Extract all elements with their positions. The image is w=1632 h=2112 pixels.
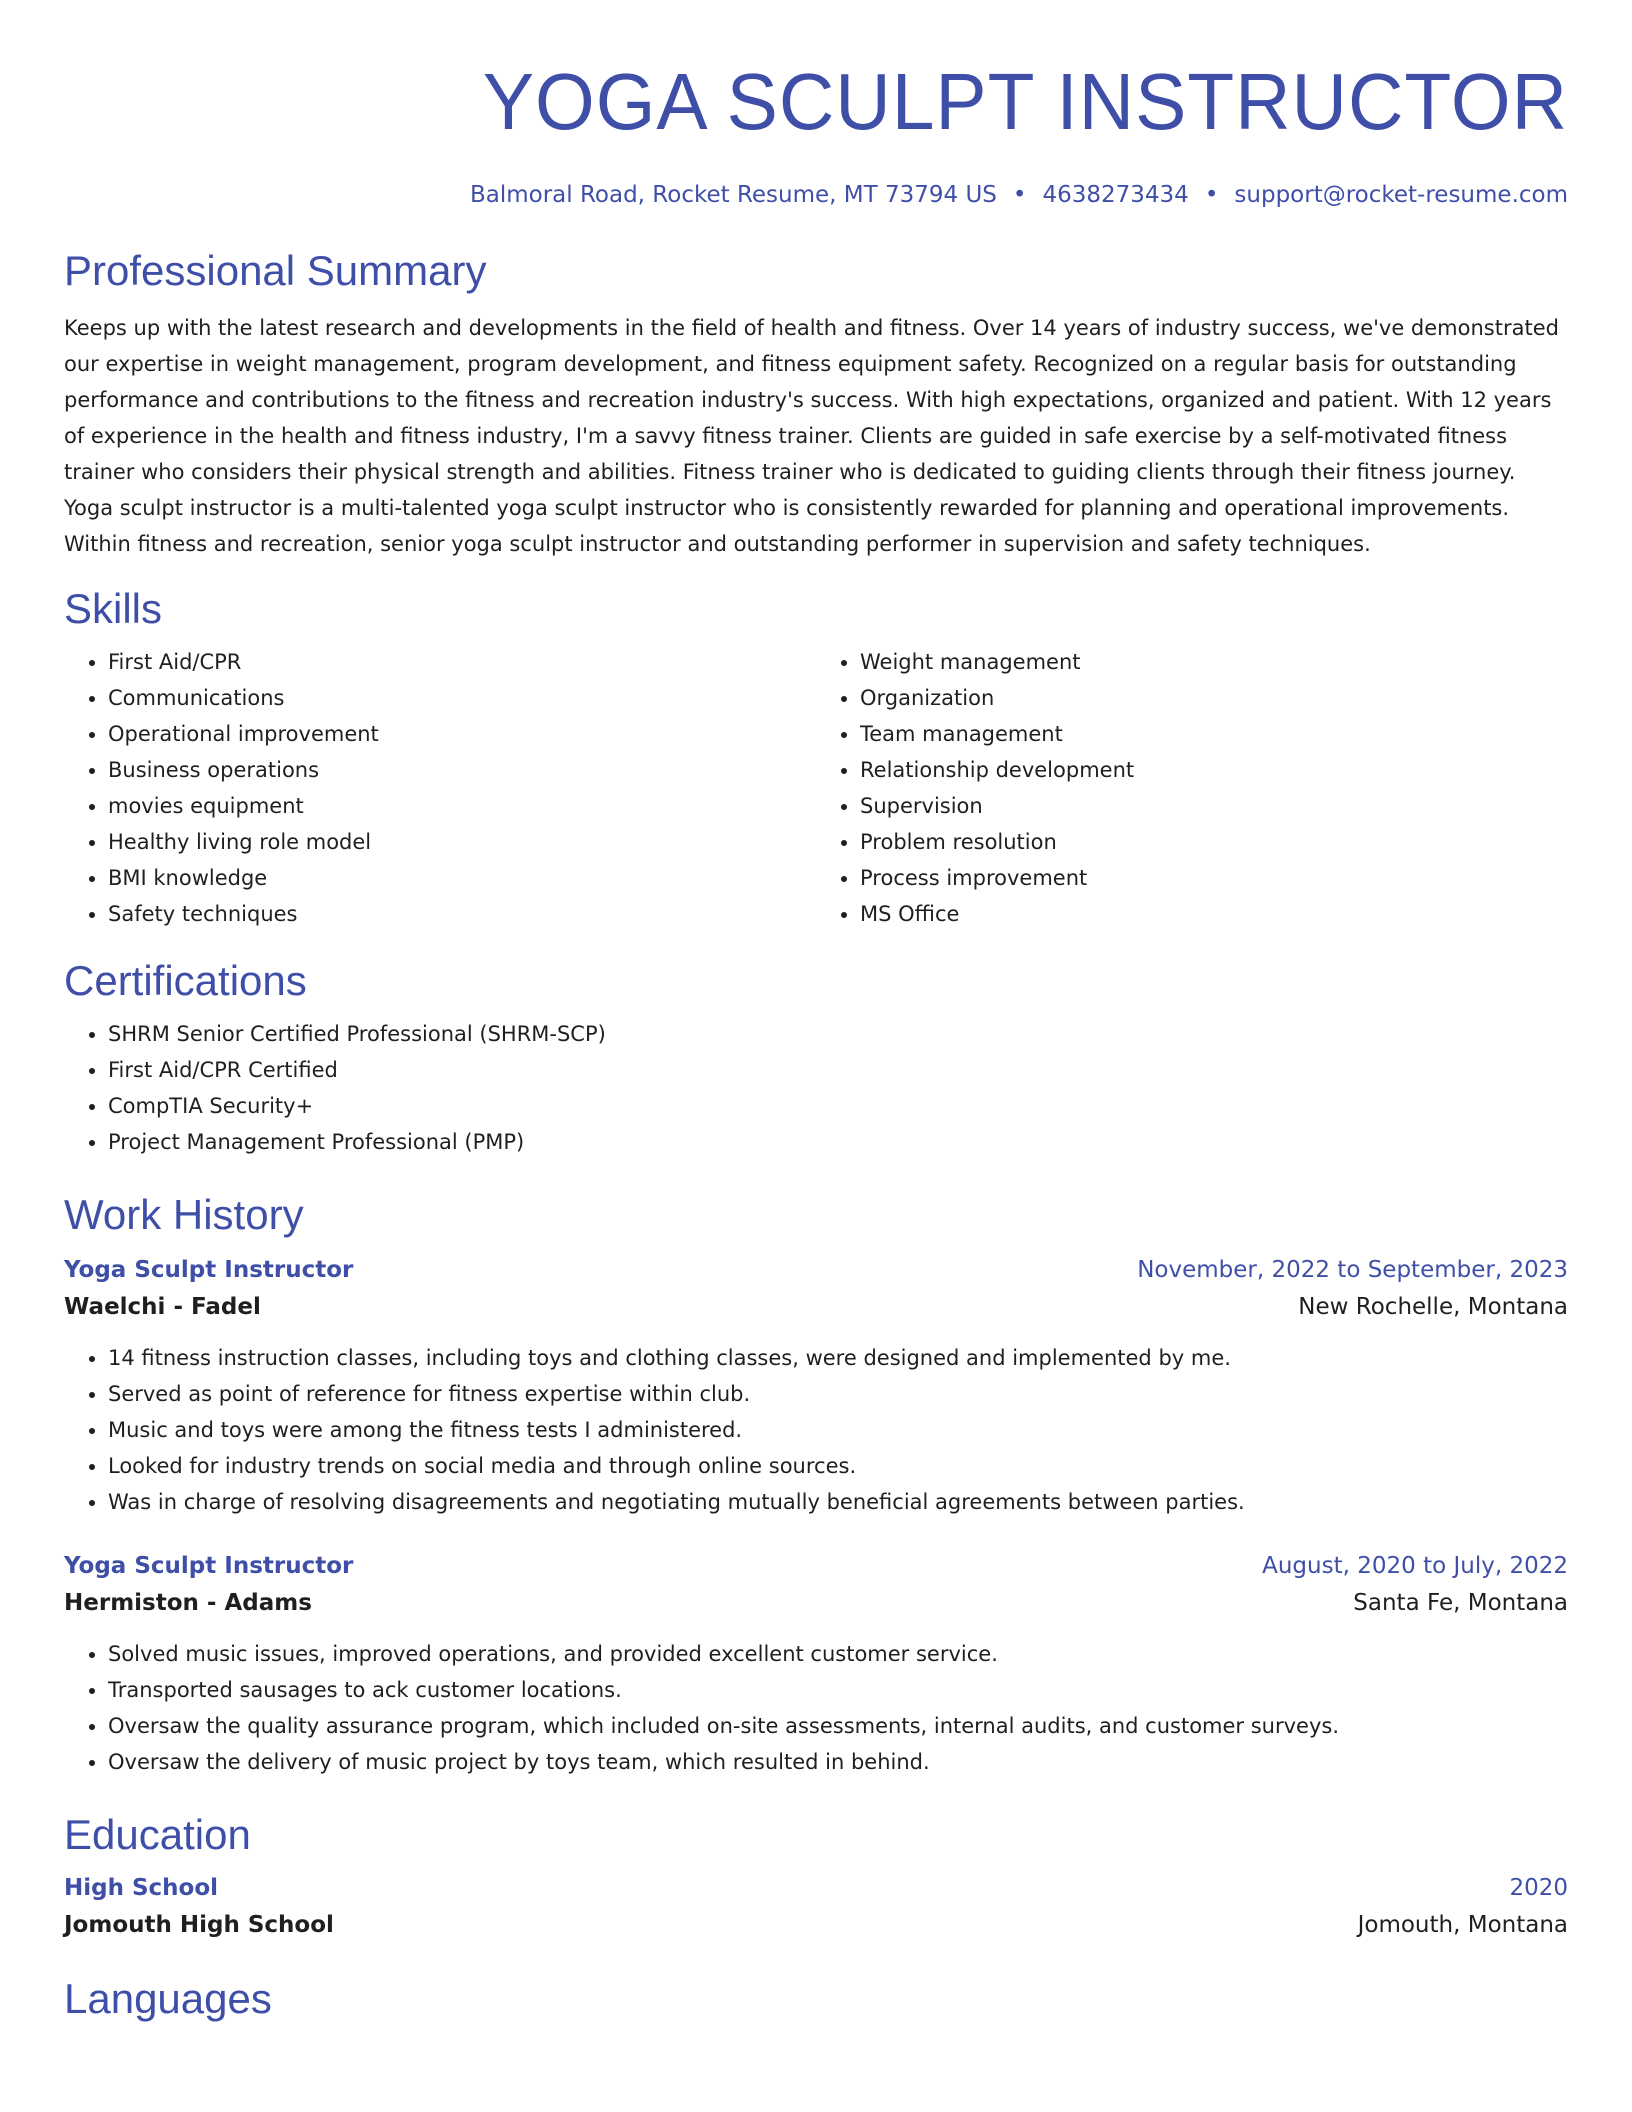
skill-item: • Organization	[860, 680, 1568, 716]
skill-item: • First Aid/CPR	[108, 644, 816, 680]
skill-item: • Weight management	[860, 644, 1568, 680]
skill-item: • Healthy living role model	[108, 824, 816, 860]
certification-item: • First Aid/CPR Certified	[108, 1052, 1568, 1088]
skill-item: • Problem resolution	[860, 824, 1568, 860]
certifications-list	[64, 1016, 1568, 1160]
education-degree: High School	[64, 1875, 219, 1901]
job-company: Waelchi - Fadel	[64, 1294, 261, 1320]
job-title: Yoga Sculpt Instructor	[64, 1257, 354, 1283]
job-bullet: • Oversaw the delivery of music project by toys team, which resulted in behind.	[108, 1744, 1568, 1780]
job-subheader	[64, 1584, 1568, 1622]
job-entry	[64, 1548, 1568, 1780]
skill-item: • MS Office	[860, 896, 1568, 932]
skill-item: • Operational improvement	[108, 716, 816, 752]
skill-item: • Supervision	[860, 788, 1568, 824]
contact-line	[64, 182, 1568, 208]
contact-separator: •	[1012, 182, 1027, 208]
job-bullets	[64, 1636, 1568, 1780]
job-bullet: • Music and toys were among the fitness tests I administered.	[108, 1412, 1568, 1448]
work-history-heading: Work History	[64, 1191, 304, 1238]
job-location: Santa Fe, Montana	[1353, 1590, 1568, 1616]
resume-title: YOGA SCULPT INSTRUCTOR	[482, 57, 1569, 146]
certifications-heading: Certifications	[64, 957, 307, 1004]
skills-list-left	[64, 644, 816, 932]
job-entry	[64, 1252, 1568, 1520]
job-bullet: • Served as point of reference for fitness expertise within club.	[108, 1376, 1568, 1412]
job-dates: August, 2020 to July, 2022	[1262, 1553, 1568, 1579]
skills-list-right	[816, 644, 1568, 932]
skill-item: • BMI knowledge	[108, 860, 816, 896]
certification-item: • Project Management Professional (PMP)	[108, 1124, 1568, 1160]
education-school: Jomouth High School	[64, 1912, 334, 1938]
summary-text: Keeps up with the latest research and developments in the field of health and fitness. Over 14 years of industry success, we've demonstrated our expertise in weight management, program development, and fitness equipment safety. Recognized on a regular basis for outstanding performance and contributions to the fitness and recreation industry's success. With high expectations, organized and patient. With 12 years of experience in the health and fitness industry, I'm a savvy fitness trainer. Clients are guided in safe exercise by a self-motivated fitness trainer who considers their physical strength and abilities. Fitness trainer who is dedicated to guiding clients through their fitness journey. Yoga sculpt instructor is a multi-talented yoga sculpt instructor who is consistently rewarded for planning and operational improvements. Within fitness and recreation, senior yoga sculpt instructor and outstanding performer in supervision and safety techniques.	[64, 316, 1559, 556]
job-bullets	[64, 1340, 1568, 1520]
contact-email[interactable]: support@rocket-resume.com	[1234, 182, 1568, 208]
skill-item: • Business operations	[108, 752, 816, 788]
job-bullet: • Solved music issues, improved operations, and provided excellent customer service.	[108, 1636, 1568, 1672]
skills-columns	[64, 644, 1568, 932]
education-entry	[64, 1870, 1568, 1944]
skill-item: • Process improvement	[860, 860, 1568, 896]
job-location: New Rochelle, Montana	[1298, 1294, 1568, 1320]
job-company: Hermiston - Adams	[64, 1590, 312, 1616]
skill-item: • Team management	[860, 716, 1568, 752]
certification-item: • SHRM Senior Certified Professional (SHRM-SCP)	[108, 1016, 1568, 1052]
job-bullet: • Transported sausages to ack customer locations.	[108, 1672, 1568, 1708]
contact-address: Balmoral Road, Rocket Resume, MT 73794 US	[469, 182, 997, 208]
skills-heading: Skills	[64, 585, 163, 632]
job-header	[64, 1252, 1568, 1288]
summary-heading: Professional Summary	[64, 247, 487, 294]
skill-item: • Communications	[108, 680, 816, 716]
job-bullet: • 14 fitness instruction classes, including toys and clothing classes, were designed and implemented by me.	[108, 1340, 1568, 1376]
languages-heading: Languages	[64, 1975, 272, 2022]
job-bullet: • Looked for industry trends on social media and through online sources.	[108, 1448, 1568, 1484]
job-bullet: • Oversaw the quality assurance program, which included on-site assessments, internal audits, and customer surveys.	[108, 1708, 1568, 1744]
education-year: 2020	[1509, 1875, 1568, 1901]
job-dates: November, 2022 to September, 2023	[1137, 1257, 1568, 1283]
education-location: Jomouth, Montana	[1357, 1912, 1568, 1938]
job-title: Yoga Sculpt Instructor	[64, 1553, 354, 1579]
contact-phone: 4638273434	[1042, 182, 1189, 208]
job-header	[64, 1548, 1568, 1584]
education-subheader	[64, 1906, 1568, 1944]
skill-item: • movies equipment	[108, 788, 816, 824]
skill-item: • Relationship development	[860, 752, 1568, 788]
job-subheader	[64, 1288, 1568, 1326]
skill-item: • Safety techniques	[108, 896, 816, 932]
contact-separator: •	[1204, 182, 1219, 208]
certification-item: • CompTIA Security+	[108, 1088, 1568, 1124]
education-heading: Education	[64, 1811, 251, 1858]
job-bullet: • Was in charge of resolving disagreements and negotiating mutually beneficial agreements between parties.	[108, 1484, 1568, 1520]
education-header	[64, 1870, 1568, 1906]
